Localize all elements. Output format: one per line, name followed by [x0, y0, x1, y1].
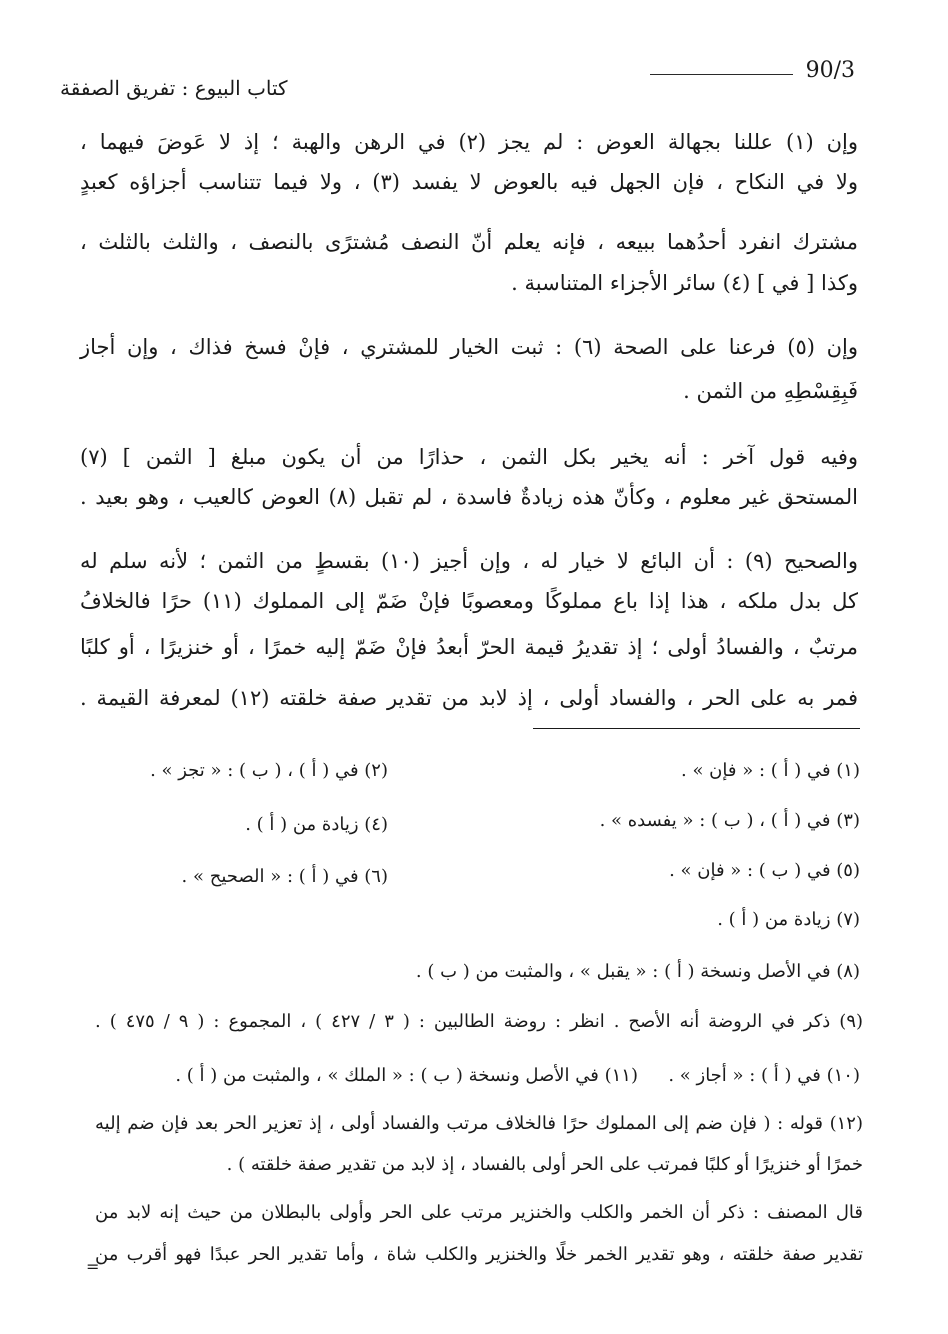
body-line: فمر به على الحر ، والفساد أولى ، إذ لابد من تقدير صفة خلقته (١٢) لمعرفة القيمة . [80, 686, 858, 710]
footnote-5: (٥) في ( ب ) : « فإن » . [669, 860, 860, 881]
body-line: المستحق غير معلوم ، وكأنّ هذه زيادةٌ فاسدة ، لم تقبل (٨) العوض كالعيب ، وهو بعيد . [80, 485, 858, 509]
body-line: والصحيح (٩) : أن البائع لا خيار له ، وإن أجيز (١٠) بقسطٍ من الثمن ؛ لأنه سلم له [80, 549, 858, 573]
body-line: مشترك انفرد أحدُهما ببيعه ، فإنه يعلم أنّ النصف مُشترًى بالنصف ، والثلث بالثلث ، [80, 230, 858, 254]
body-line: وإن (١) عللنا بجهالة العوض : لم يجز (٢) في الرهن والهبة ؛ إذ لا عَوضَ فيهما ، [80, 130, 858, 154]
body-line: مرتبٌ ، والفسادُ أولى ؛ إذ تقديرُ قيمة الحرّ أبعدُ فإنْ ضَمّ إليه خمرًا ، أو خنزيرًا ، أو كلبًا [80, 635, 858, 659]
footnote-3: (٣) في ( أ ) ، ( ب ) : « يفسده » . [599, 810, 860, 831]
page-number: 90/3 [805, 58, 855, 83]
footnote-9: (٩) ذكر في الروضة أنه الأصح . انظر : روضة الطالبين : ( ٣ / ٤٢٧ ) ، المجموع : ( ٩ / ٤٧٥ ) . [95, 1011, 864, 1032]
body-line: كل بدل ملكه ، هذا إذا باع مملوكًا ومعصوبًا فإنْ ضَمّ إلى المملوك (١١) حرًا فالخلافُ [80, 589, 858, 613]
body-line: وكذا [ في ] (٤) سائر الأجزاء المتناسبة . [511, 271, 858, 295]
footnote-4: (٤) زيادة من ( أ ) . [245, 814, 388, 835]
footnote-1: (١) في ( أ ) : « فإن » . [681, 760, 860, 781]
footnote-12-line: (١٢) قوله : ( فإن ضم إلى المملوك حرًا فالخلاف مرتب والفساد أولى ، إذ تعزير الحر بعد فإن ضم إليه [95, 1113, 863, 1134]
editor-comment-line: قال المصنف : ذكر أن الخمر والكلب والخنزير مرتب على الحر وأولى بالبطلان من حيث إنه لابد من [95, 1202, 863, 1223]
footnote-2: (٢) في ( أ ) ، ( ب ) : « تجز » . [150, 760, 388, 781]
footnote-6: (٦) في ( أ ) : « الصحيح » . [181, 866, 388, 887]
editor-comment-line: تقدير صفة خلقته ، وهو تقدير الخمر خلًا والخنزير والكلب شاة ، وأما تقدير الحر عبدًا فهو أقرب من [95, 1244, 863, 1265]
body-line: فَبِقِسْطِهِ من الثمن . [683, 379, 858, 403]
running-title: كتاب البيوع : تفريق الصفقة [60, 76, 294, 100]
footnote-8: (٨) في الأصل ونسخة ( أ ) : « يقبل » ، والمثبت من ( ب ) . [415, 961, 860, 982]
footnote-separator [533, 728, 860, 729]
footnote-10: (١٠) في ( أ ) : « أجاز » . [668, 1065, 860, 1086]
page-header [60, 58, 855, 98]
footnote-7: (٧) زيادة من ( أ ) . [717, 909, 860, 930]
continuation-mark: = [86, 1257, 100, 1276]
header-rule [650, 74, 793, 75]
body-line: وإن (٥) فرعنا على الصحة (٦) : ثبت الخيار للمشتري ، فإنْ فسخ فذاك ، وإن أجاز [80, 335, 858, 359]
footnote-12-line: خمرًا أو خنزيرًا أو كلبًا فمرتب على الحر أولى بالفساد ، إذ لابد من تقدير صفة خلقته ) . [226, 1154, 863, 1175]
body-line: ولا في النكاح ، فإن الجهل فيه بالعوض لا يفسد (٣) ، ولا فيما تتناسب أجزاؤه كعبدٍ [80, 170, 858, 194]
footnote-11: (١١) في الأصل ونسخة ( ب ) : « الملك » ، والمثبت من ( أ ) . [175, 1065, 638, 1086]
body-line: وفيه قول آخر : أنه يخير بكل الثمن ، حذارًا من أن يكون مبلغ [ الثمن ] (٧) [80, 445, 858, 469]
